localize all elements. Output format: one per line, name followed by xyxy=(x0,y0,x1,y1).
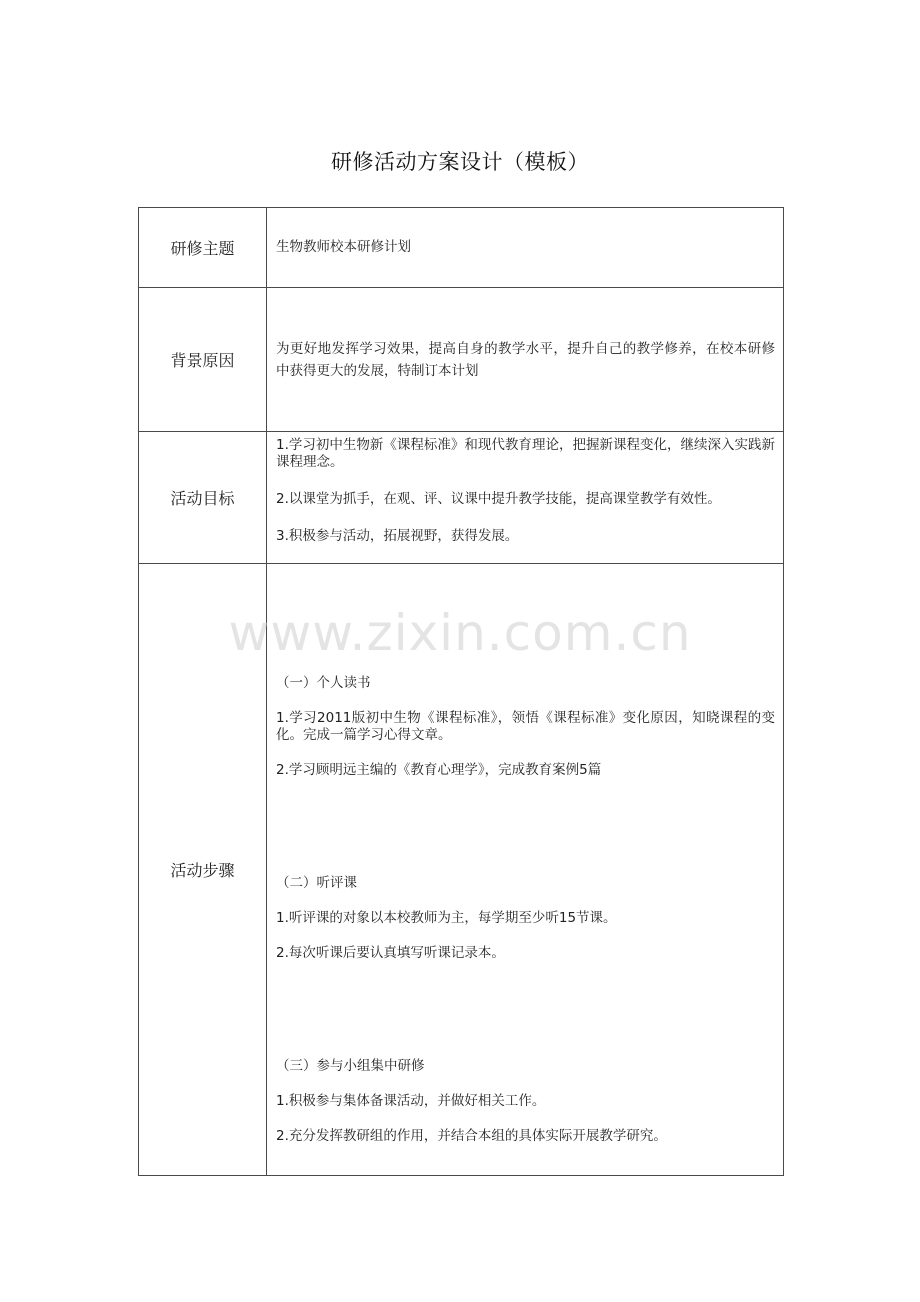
background-text: 为更好地发挥学习效果，提高自身的教学水平，提升自己的教学修养，在校本研修中获得更大的发展，特制订本计划 xyxy=(276,340,775,379)
theme-content xyxy=(267,208,784,288)
goals-content xyxy=(267,432,784,564)
goal-item: 1.学习初中生物新《课程标准》和现代教育理论，把握新课程变化，继续深入实践新课程理念。 xyxy=(276,437,775,470)
watermark: www.zixin.com.cn xyxy=(228,604,692,662)
step-section-heading: （一）个人读书 xyxy=(276,675,371,691)
step-item: 2.充分发挥教研组的作用，并结合本组的具体实际开展教学研究。 xyxy=(276,1128,667,1144)
goals-label: 活动目标 xyxy=(139,432,267,564)
steps-content xyxy=(267,564,784,1176)
goal-item: 3.积极参与活动，拓展视野，获得发展。 xyxy=(276,528,519,544)
background-content xyxy=(267,288,784,432)
theme-row xyxy=(139,208,784,288)
goal-item: 2.以课堂为抓手，在观、评、议课中提升教学技能，提高课堂教学有效性。 xyxy=(276,491,721,507)
step-item: 1.听评课的对象以本校教师为主，每学期至少听15节课。 xyxy=(276,910,617,926)
step-section-heading: （三）参与小组集中研修 xyxy=(276,1058,425,1074)
step-item: 1.学习2011版初中生物《课程标准》，领悟《课程标准》变化原因，知晓课程的变化。完成一篇学习心得文章。 xyxy=(276,710,775,743)
background-row xyxy=(139,288,784,432)
step-item: 2.每次听课后要认真填写听课记录本。 xyxy=(276,945,505,961)
plan-table xyxy=(138,207,784,1176)
steps-row xyxy=(139,564,784,1176)
goals-row xyxy=(139,432,784,564)
step-item: 2.学习顾明远主编的《教育心理学》，完成教育案例5篇 xyxy=(276,762,602,778)
document-title: 研修活动方案设计（模板） xyxy=(331,150,589,174)
theme-text: 生物教师校本研修计划 xyxy=(276,239,411,255)
steps-label: 活动步骤 xyxy=(139,564,267,1176)
background-label: 背景原因 xyxy=(139,288,267,432)
step-section-heading: （二）听评课 xyxy=(276,875,357,891)
step-item: 1.积极参与集体备课活动，并做好相关工作。 xyxy=(276,1093,546,1109)
theme-label: 研修主题 xyxy=(139,208,267,288)
